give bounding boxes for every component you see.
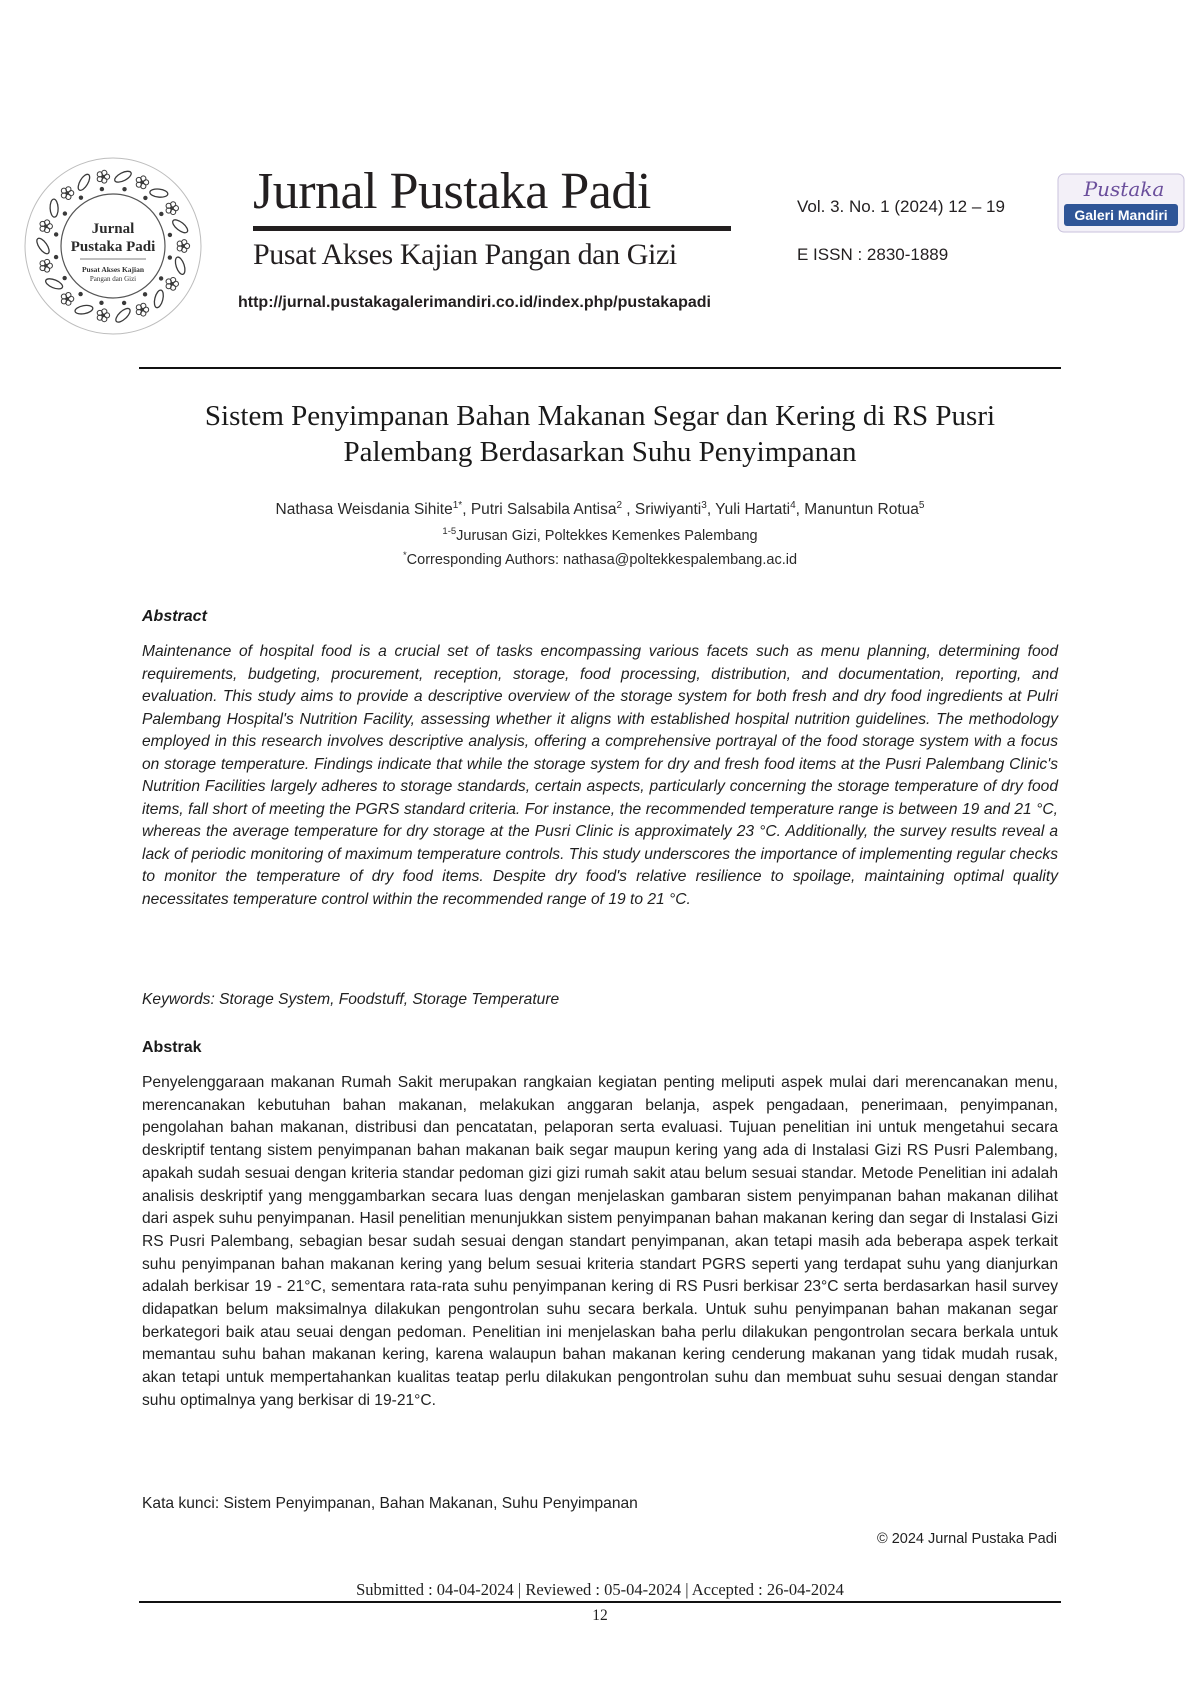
seal-dot-icon: [62, 276, 66, 280]
volume-info: Vol. 3. No. 1 (2024) 12 – 19: [797, 197, 1005, 216]
footer-divider: [139, 1601, 1061, 1603]
author-name: Manuntun Rotua: [804, 501, 919, 519]
abstrak-heading: Abstrak: [142, 1039, 202, 1056]
seal-dot-icon: [79, 195, 83, 199]
author-affiliation-sup: 4: [790, 500, 796, 511]
masthead-divider: [139, 367, 1061, 369]
seal-dot-icon: [159, 276, 163, 280]
seal-dot-icon: [78, 292, 82, 296]
seal-line-2: Pustaka Padi: [70, 239, 156, 255]
author-name: Yuli Hartati: [715, 501, 791, 519]
submission-dates: Submitted : 04-04-2024 | Reviewed : 05-04-2024 | Accepted : 26-04-2024: [356, 1580, 844, 1599]
seal-dot-icon: [99, 301, 103, 305]
author-separator: ,: [706, 501, 716, 519]
author-separator: ,: [622, 501, 635, 519]
article-title: Sistem Penyimpanan Bahan Makanan Segar dan Kering di RS Pusri Palembang Berdasarkan Suhu Penyimpanan: [204, 400, 996, 468]
seal-line-4: Pangan dan Gizi: [89, 275, 137, 283]
issn-info: E ISSN : 2830-1889: [797, 245, 949, 264]
author-separator: ,: [462, 501, 471, 519]
publisher-logo-box-text: Galeri Mandiri: [1074, 207, 1168, 223]
affiliation-text: Jurusan Gizi, Poltekkes Kemenkes Palembang: [456, 527, 758, 544]
author-list: [140, 500, 1060, 519]
seal-dot-icon: [168, 233, 172, 237]
seal-dot-icon: [54, 232, 58, 236]
abstrak-body: Penyelenggaraan makanan Rumah Sakit merupakan rangkaian kegiatan penting meliputi aspek mulai dari merencanakan menu, merencanakan kebutuhan bahan makanan, melakukan anggaran belanja, aspek pengadaan, penerimaan, penyimpanan, pengolahan bahan makanan, distribusi dan pencatatan, pelaporan serta evaluasi. Tujuan penelitian ini untuk mengetahui secara deskriptif tentang sistem penyimpanan bahan makanan baik segar maupun kering yang ada di Instalasi Gizi RS Pusri Palembang, apakah sudah sesuai dengan kriteria standar pedoman gizi gizi rumah sakit atau belum sesuai standar. Metode Penelitian ini adalah analisis deskriptif yang menggambarkan secara luas dengan menjelaskan gambaran sistem penyimpanan bahan makanan dilihat dari aspek suhu penyimpanan. Hasil penelitian menunjukkan sistem penyimpanan bahan makanan kering dan segar di Instalasi Gizi RS Pusri Palembang, sebagian besar sudah sesuai dengan standart penyimpanan, akan tetapi masih ada beberapa aspek terkait suhu penyimpanan bahan makanan kering yang belum sesuai kriteria standart PGRS seperti yang terdapat suhu yang dianjurkan adalah berkisar 19 - 21°C, sementara rata-rata suhu penyimpanan kering di RS Pusri berkisar 23°C serta berdasarkan hasil survey didapatkan belum maksimalnya dilakukan pengontrolan suhu secara berkala. Untuk suhu penyimpanan bahan makanan segar berkategori baik atau seuai dengan pedoman. Penelitian ini menjelaskan baha perlu dilakukan pengontrolan secara berkala untuk memantau suhu bahan makanan kering, karena walaupun bahan makanan kering cenderung makanan yang tidak mudah rusak, akan tetapi untuk mempertahankan kualitas teatap perlu dilakukan pengontrolan suhu dan membuat suhu sesuai dengan standar suhu optimalnya yang berkisar di 19-21°C.: [142, 1074, 1058, 1409]
seal-dot-icon: [122, 301, 126, 305]
seal-line-3: Pusat Akses Kajian: [81, 265, 145, 274]
author-affiliation-sup: 3: [701, 500, 707, 511]
author-name: Putri Salsabila Antisa: [470, 501, 617, 519]
abstract-heading: Abstract: [142, 608, 207, 625]
page-number: 12: [592, 1607, 608, 1624]
author-affiliation-sup: 1*: [452, 500, 463, 511]
author-name: Nathasa Weisdania Sihite: [275, 501, 453, 519]
seal-dot-icon: [143, 292, 147, 296]
corresponding-author: [140, 550, 1060, 568]
abstract-body: Maintenance of hospital food is a crucial set of tasks encompassing various facets such as menu planning, determining food requirements, budgeting, procurement, reception, storage, food processing, distribution, and documentation, reporting, and evaluation. This study aims to provide a descriptive overview of the storage system for both fresh and dry food ingredients at Pulri Palembang Hospital's Nutrition Facility, assessing whether it aligns with established hospital nutrition guidelines. The methodology employed in this research involves descriptive analysis, offering a comprehensive portrayal of the food storage system with a focus on storage temperature. Findings indicate that while the storage system for dry and fresh food items at the Pusri Palembang Clinic's Nutrition Facilities largely adheres to storage standards, certain aspects, particularly concerning the storage temperature of dry food items, fall short of meeting the PGRS standard criteria. For instance, the recommended temperature range is between 19 and 21 °C, whereas the average temperature for dry storage at the Pusri Clinic is approximately 23 °C. Additionally, the survey results reveal a lack of periodic monitoring of maximum temperature controls. This study underscores the importance of implementing regular checks to monitor the temperature of dry food items. Despite dry food's relative resilience to spoilage, maintaining optimal quality necessitates temperature control within the recommended range of 19 to 21 °C.: [142, 643, 1058, 908]
seal-dot-icon: [168, 255, 172, 259]
journal-url: http://jurnal.pustakagalerimandiri.co.id/index.php/pustakapadi: [238, 294, 711, 311]
journal-name-rule: [253, 226, 731, 231]
journal-name: Jurnal Pustaka Padi: [253, 163, 651, 220]
copyright-notice: © 2024 Jurnal Pustaka Padi: [877, 1531, 1057, 1547]
seal-dot-icon: [159, 212, 163, 216]
seal-dot-icon: [143, 196, 147, 200]
journal-subtitle: Pusat Akses Kajian Pangan dan Gizi: [253, 238, 677, 271]
affiliation-sup: 1-5: [442, 526, 457, 537]
seal-dot-icon: [100, 187, 104, 191]
author-name: Sriwiyanti: [634, 501, 702, 519]
author-affiliation-sup: 2: [616, 500, 622, 511]
seal-dot-icon: [54, 255, 58, 259]
publisher-logo-script: Pustaka: [1083, 177, 1165, 201]
keywords: Keywords: Storage System, Foodstuff, Storage Temperature: [142, 991, 560, 1008]
corresponding-sup: *: [402, 550, 407, 561]
kata-kunci: Kata kunci: Sistem Penyimpanan, Bahan Makanan, Suhu Penyimpanan: [142, 1495, 638, 1512]
corresponding-text: Corresponding Authors: nathasa@poltekkespalembang.ac.id: [406, 551, 798, 568]
publisher-logo: [1056, 172, 1186, 234]
author-affiliation-sup: 5: [918, 500, 925, 511]
author-separator: ,: [795, 501, 805, 519]
affiliation: [140, 526, 1060, 544]
seal-dot-icon: [122, 187, 126, 191]
journal-seal-logo: [22, 155, 204, 337]
seal-line-1: Jurnal: [91, 221, 135, 237]
seal-dot-icon: [63, 211, 67, 215]
